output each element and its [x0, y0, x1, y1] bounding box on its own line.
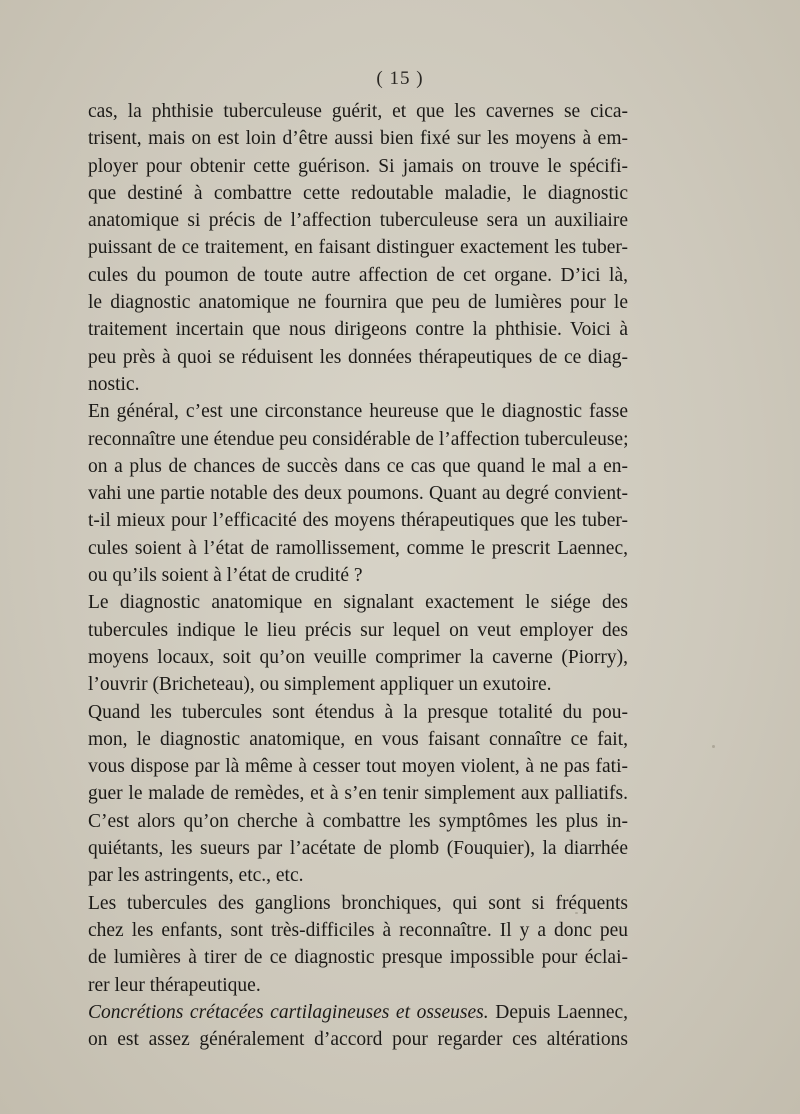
text-line: on est assez généralement d’accord pour regarder ces altérations	[88, 1029, 628, 1051]
paper-speck	[575, 912, 578, 914]
paragraph	[88, 589, 628, 698]
text-line: trisent, mais on est loin d’être aussi bien fixé sur les moyens à em-	[88, 128, 628, 150]
text-line: Quand les tubercules sont étendus à la presque totalité du pou-	[88, 701, 628, 723]
text-line	[88, 999, 628, 1026]
text-line: moyens locaux, soit qu’on veuille comprimer la caverne (Piorry),	[88, 646, 628, 668]
text-line: cules soient à l’état de ramollissement, comme le prescrit Laennec,	[88, 537, 628, 559]
text-line: que destiné à combattre cette redoutable maladie, le diagnostic	[88, 182, 628, 204]
text-line: puissant de ce traitement, en faisant distinguer exactement les tuber-	[88, 237, 628, 259]
paragraph	[88, 890, 628, 999]
body-text	[88, 98, 628, 1053]
text-line: vahi une partie notable des deux poumons. Quant au degré convient-	[88, 483, 628, 505]
paragraph	[88, 398, 628, 589]
text-line: ployer pour obtenir cette guérison. Si jamais on trouve le spécifi-	[88, 155, 628, 177]
text-line: reconnaître une étendue peu considérable de l’affection tuberculeuse;	[88, 428, 629, 450]
text-line: C’est alors qu’on cherche à combattre les symptômes les plus in-	[88, 810, 628, 832]
paragraph	[88, 98, 628, 398]
text-line: mon, le diagnostic anatomique, en vous faisant connaître ce fait,	[88, 728, 628, 750]
section-heading-italic: Concrétions crétacées cartilagineuses et osseuses.	[88, 1001, 489, 1023]
text-line: anatomique si précis de l’affection tuberculeuse sera un auxiliaire	[88, 210, 628, 232]
text-line: vous dispose par là même à cesser tout moyen violent, à ne pas fati-	[88, 756, 628, 778]
text-line: quiétants, les sueurs par l’acétate de plomb (Fouquier), la diarrhée	[88, 838, 628, 860]
text-line: ou qu’ils soient à l’état de crudité ?	[88, 565, 363, 587]
text-line: cas, la phthisie tuberculeuse guérit, et que les cavernes se cica-	[88, 101, 628, 122]
text-line: guer le malade de remèdes, et à s’en tenir simplement aux palliatifs.	[88, 783, 628, 805]
page-number: ( 15 )	[376, 68, 424, 89]
paper-speck	[712, 745, 715, 748]
text-run: Depuis Laennec,	[488, 1001, 628, 1023]
text-line: tubercules indique le lieu précis sur lequel on veut employer des	[88, 619, 628, 641]
text-line: Les tubercules des ganglions bronchiques, qui sont si fréquents	[88, 892, 628, 914]
text-line: chez les enfants, sont très-difficiles à reconnaître. Il y a donc peu	[88, 919, 628, 941]
text-line: rer leur thérapeutique.	[88, 974, 261, 996]
paragraph	[88, 699, 628, 890]
paragraph	[88, 999, 628, 1054]
text-line: Le diagnostic anatomique en signalant exactement le siége des	[88, 592, 628, 614]
text-line: le diagnostic anatomique ne fournira que peu de lumières pour le	[88, 292, 628, 314]
text-line: l’ouvrir (Bricheteau), ou simplement appliquer un exutoire.	[88, 674, 552, 696]
text-line: on a plus de chances de succès dans ce cas que quand le mal a en-	[88, 455, 628, 477]
text-line: cules du poumon de toute autre affection de cet organe. D’ici là,	[88, 264, 628, 286]
text-line: nostic.	[88, 373, 140, 395]
text-line: t-il mieux pour l’efficacité des moyens thérapeutiques que les tuber-	[88, 510, 628, 532]
text-line: peu près à quoi se réduisent les données thérapeutiques de ce diag-	[88, 346, 628, 368]
text-line: traitement incertain que nous dirigeons contre la phthisie. Voici à	[88, 319, 628, 341]
text-line: En général, c’est une circonstance heureuse que le diagnostic fasse	[88, 401, 628, 423]
text-line: par les astringents, etc., etc.	[88, 865, 304, 887]
text-line: de lumières à tirer de ce diagnostic presque impossible pour éclai-	[88, 947, 628, 969]
